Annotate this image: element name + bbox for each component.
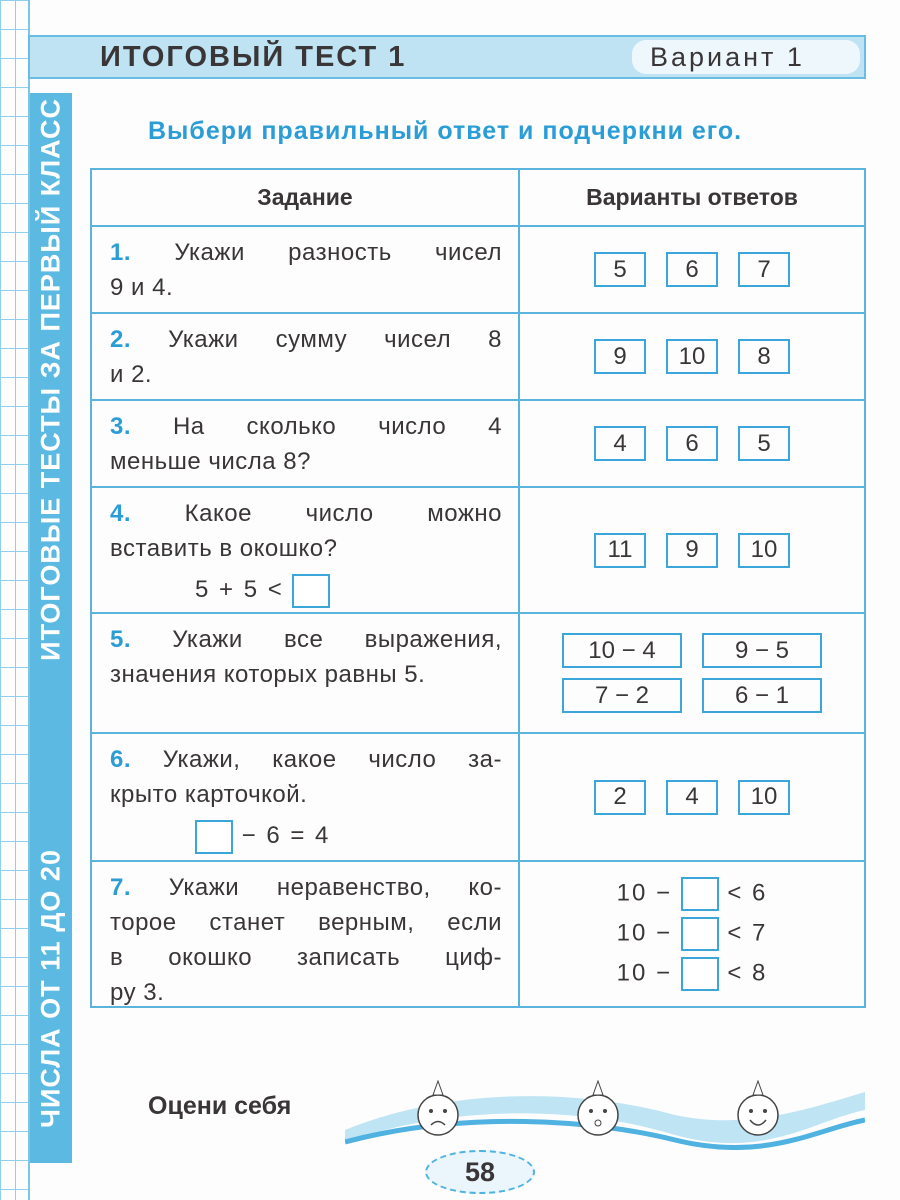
task-text: ру 3. (110, 979, 165, 1006)
table-row (92, 486, 864, 612)
answers-cell (520, 734, 864, 860)
task-cell (92, 734, 520, 860)
grid-margin (0, 0, 30, 1200)
task-expression (110, 572, 502, 608)
answer-option-inequality[interactable] (520, 877, 864, 911)
answer-option[interactable]: 11 (594, 533, 646, 568)
answer-option[interactable]: 10 (666, 339, 718, 374)
answer-option-inequality[interactable] (520, 917, 864, 951)
task-text-line (110, 975, 502, 1010)
task-text: торое станет верным, если (110, 909, 502, 936)
task-text: крыто карточкой. (110, 781, 308, 808)
task-text: Какое число можно (184, 500, 502, 527)
task-number: 3. (110, 413, 132, 440)
answers-cell (520, 614, 864, 732)
task-cell (92, 314, 520, 399)
task-text-line (110, 270, 502, 305)
sad-sun-icon[interactable] (418, 1081, 458, 1135)
inequality-left: 10 − (616, 959, 672, 987)
table-row (92, 732, 864, 860)
inequality-right: < 6 (727, 879, 768, 907)
task-text-line (110, 870, 502, 905)
answer-blank-box (292, 574, 330, 608)
answer-option[interactable]: 9 (666, 533, 718, 568)
answer-option[interactable]: 9 − 5 (702, 633, 822, 668)
side-label-topic: ЧИСЛА ОТ 11 ДО 20 (35, 849, 66, 1128)
column-header-answers: Варианты ответов (586, 184, 798, 210)
task-cell (92, 862, 520, 1006)
answer-option[interactable]: 10 − 4 (562, 633, 682, 668)
page-title: ИТОГОВЫЙ ТЕСТ 1 (100, 41, 407, 73)
task-text-line (110, 905, 502, 940)
task-text: Укажи разность чисел (174, 239, 502, 266)
answers-cell (520, 314, 864, 399)
answer-option[interactable]: 10 (738, 780, 790, 815)
answer-blank-box (681, 877, 719, 911)
self-assessment-suns (345, 1080, 865, 1150)
answer-option[interactable]: 5 (738, 426, 790, 461)
task-text-line (110, 409, 502, 444)
expression-left: 5 + 5 < (195, 576, 284, 603)
task-text: На сколько число 4 (172, 413, 503, 440)
answers-cell (520, 862, 864, 1006)
inequality-right: < 7 (727, 919, 768, 947)
answer-option[interactable]: 6 (666, 252, 718, 287)
answer-option[interactable]: 5 (594, 252, 646, 287)
answer-blank-box (195, 820, 233, 854)
task-cell (92, 488, 520, 612)
answers-cell (520, 488, 864, 612)
table-row (92, 860, 864, 1006)
task-cell (92, 227, 520, 312)
answers-cell (520, 227, 864, 312)
task-number: 4. (110, 500, 132, 527)
task-number: 6. (110, 746, 132, 773)
task-expression (110, 818, 502, 854)
answer-option[interactable]: 10 (738, 533, 790, 568)
task-number: 5. (110, 626, 132, 653)
task-number: 1. (110, 239, 132, 266)
task-text-line (110, 357, 502, 392)
task-text: в окошко записать циф- (110, 944, 502, 971)
answers-cell (520, 401, 864, 486)
task-text: меньше числа 8? (110, 448, 311, 475)
expression-right: − 6 = 4 (241, 822, 331, 849)
table-row (92, 399, 864, 486)
answer-option-inequality[interactable] (520, 957, 864, 991)
task-text: вставить в окошко? (110, 535, 338, 562)
task-text-line (110, 657, 502, 692)
answer-option[interactable]: 8 (738, 339, 790, 374)
task-text-line (110, 777, 502, 812)
task-cell (92, 614, 520, 732)
task-text-line (110, 322, 502, 357)
self-assessment-label: Оцени себя (148, 1092, 292, 1120)
answer-option[interactable]: 6 (666, 426, 718, 461)
task-text-line (110, 496, 502, 531)
task-text: значения которых равны 5. (110, 661, 426, 688)
answer-blank-box (681, 957, 719, 991)
answer-option[interactable]: 2 (594, 780, 646, 815)
instruction: Выбери правильный ответ и подчеркни его. (148, 117, 743, 145)
inequality-right: < 8 (727, 959, 768, 987)
answer-option[interactable]: 4 (594, 426, 646, 461)
task-text: и 2. (110, 361, 153, 388)
task-number: 2. (110, 326, 132, 353)
task-text-line (110, 940, 502, 975)
task-number: 7. (110, 874, 132, 901)
answer-option[interactable]: 9 (594, 339, 646, 374)
answer-option[interactable]: 4 (666, 780, 718, 815)
inequality-left: 10 − (616, 919, 672, 947)
task-text-line (110, 742, 502, 777)
task-text-line (110, 622, 502, 657)
task-text: Укажи неравенство, ко- (168, 874, 502, 901)
table-row (92, 312, 864, 399)
table-row (92, 612, 864, 732)
inequality-left: 10 − (616, 879, 672, 907)
task-text-line (110, 235, 502, 270)
test-table (90, 168, 866, 1008)
happy-sun-icon[interactable] (738, 1081, 778, 1135)
table-row (92, 225, 864, 312)
header-band (28, 35, 866, 79)
table-header (92, 170, 864, 225)
side-label-section: ИТОГОВЫЕ ТЕСТЫ ЗА ПЕРВЫЙ КЛАСС (35, 98, 66, 661)
answer-option[interactable]: 7 (738, 252, 790, 287)
task-text-line (110, 444, 502, 479)
task-text: 9 и 4. (110, 274, 174, 301)
task-text-line (110, 531, 502, 566)
side-label (36, 98, 67, 1128)
variant-badge: Вариант 1 (632, 40, 860, 74)
page-number: 58 (425, 1150, 535, 1194)
column-header-task: Задание (92, 170, 520, 225)
task-text: Укажи все выражения, (172, 626, 503, 653)
task-text: Укажи сумму чисел 8 (168, 326, 502, 353)
neutral-sun-icon[interactable] (578, 1081, 618, 1135)
task-cell (92, 401, 520, 486)
answer-option[interactable]: 6 − 1 (702, 678, 822, 713)
task-text: Укажи, какое число за- (162, 746, 503, 773)
answer-blank-box (681, 917, 719, 951)
answer-option[interactable]: 7 − 2 (562, 678, 682, 713)
